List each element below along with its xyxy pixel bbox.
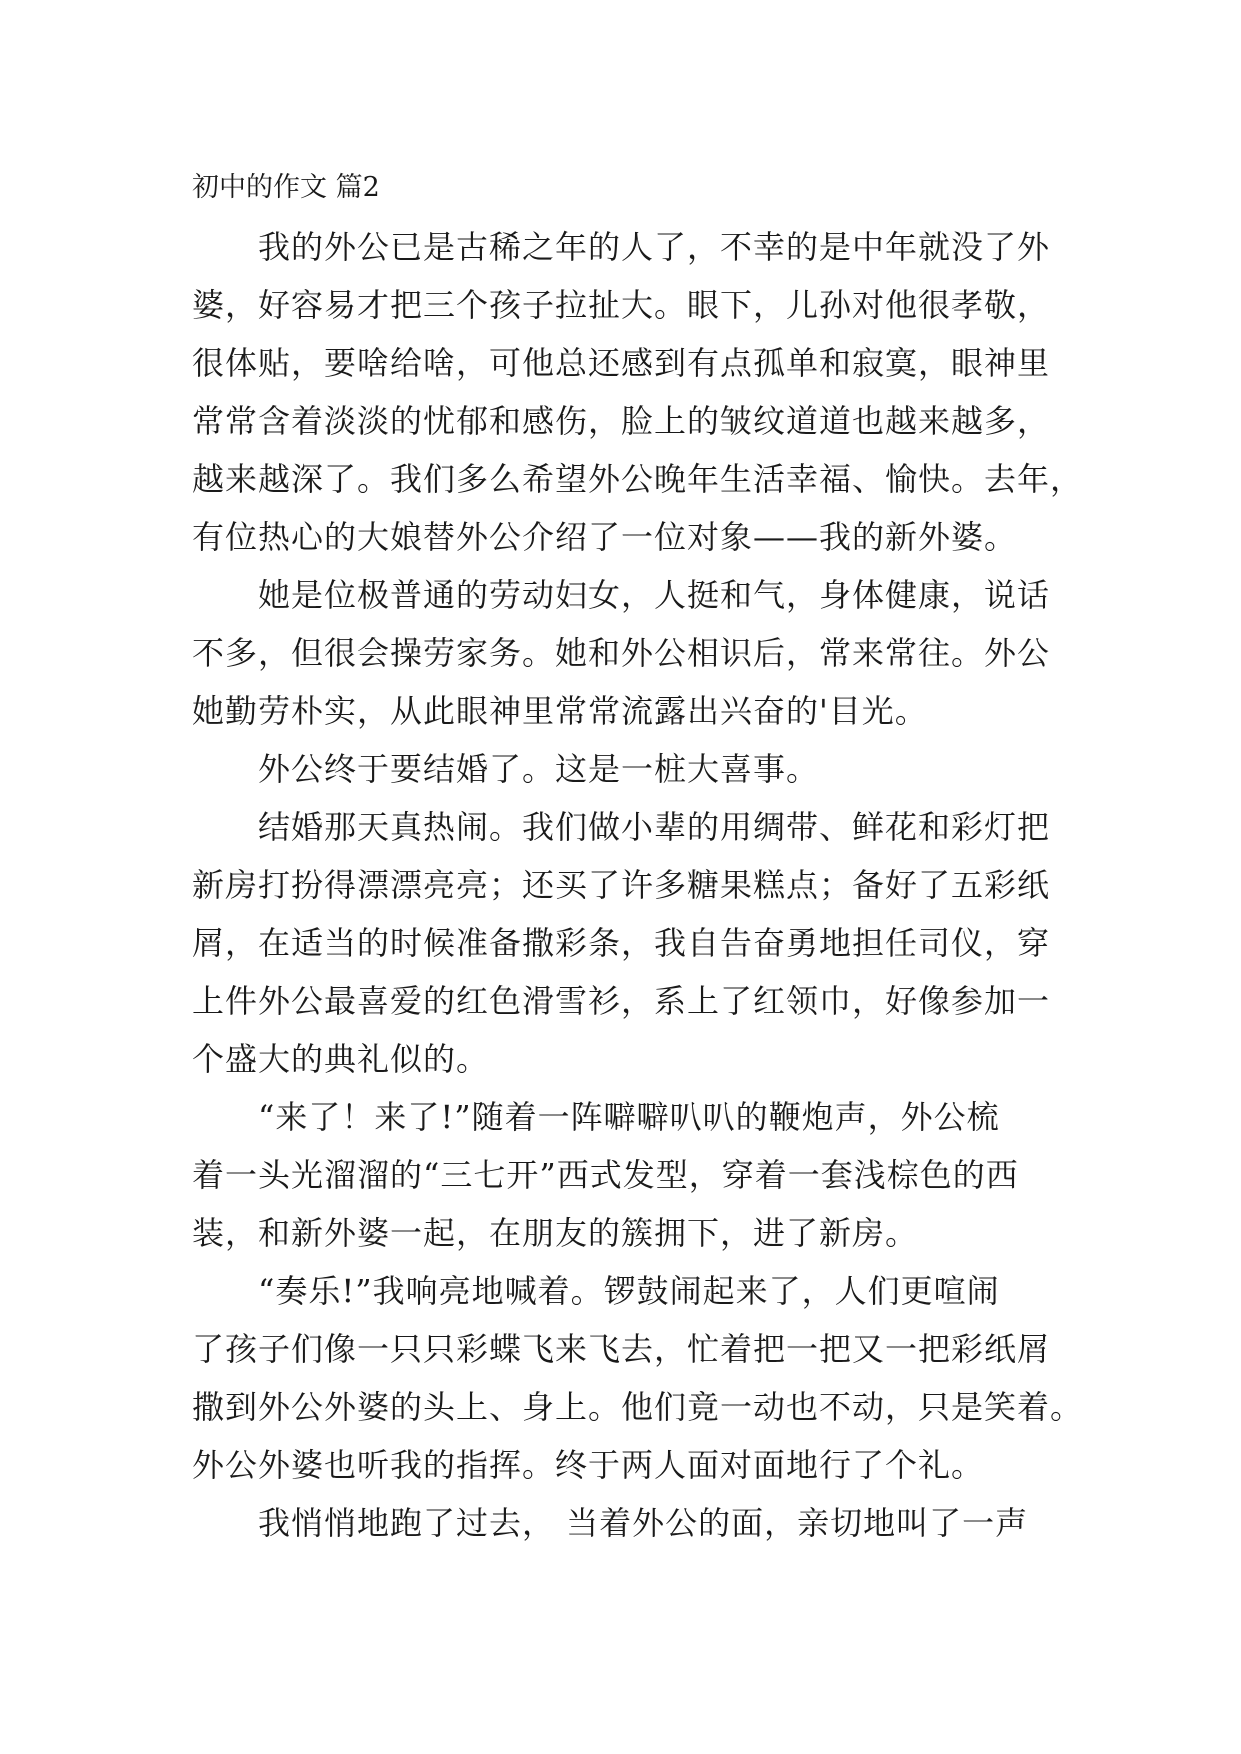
paragraph xyxy=(192,1494,1050,1552)
text-line: 上件外公最喜爱的红色滑雪衫，系上了红领巾，好像参加一 xyxy=(192,982,1051,1020)
text-line: 外公终于要结婚了。这是一桩大喜事。 xyxy=(258,750,820,788)
text-line: 了孩子们像一只只彩蝶飞来飞去，忙着把一把又一把彩纸屑 xyxy=(192,1330,1051,1368)
text-line: “奏乐!”我响亮地喊着。锣鼓闹起来了，人们更喧闹 xyxy=(258,1272,1000,1310)
text-line: 常常含着淡淡的忧郁和感伤，脸上的皱纹道道也越来越多， xyxy=(192,402,1051,440)
text-line: 不多，但很会操劳家务。她和外公相识后，常来常往。外公 xyxy=(192,634,1051,672)
text-line: 我的外公已是古稀之年的人了，不幸的是中年就没了外 xyxy=(258,228,1051,266)
text-line: 她勤劳朴实，从此眼神里常常流露出兴奋的'目光。 xyxy=(192,692,928,730)
text-line: 新房打扮得漂漂亮亮；还买了许多糖果糕点；备好了五彩纸 xyxy=(192,866,1051,904)
paragraph xyxy=(192,798,1050,1088)
text-line: 个盛大的典礼似的。 xyxy=(192,1040,490,1078)
paragraph xyxy=(192,1262,1084,1494)
paragraph xyxy=(192,1088,1050,1262)
text-line: 结婚那天真热闹。我们做小辈的用绸带、鲜花和彩灯把 xyxy=(258,808,1051,846)
text-line: 装，和新外婆一起，在朋友的簇拥下，进了新房。 xyxy=(192,1214,919,1252)
text-line: 婆，好容易才把三个孩子拉扯大。眼下，儿孙对他很孝敬， xyxy=(192,286,1051,324)
text-line: 越来越深了。我们多么希望外公晚年生活幸福、愉快。去年， xyxy=(192,460,1084,498)
text-line: 着一头光溜溜的“三七开”西式发型，穿着一套浅棕色的西 xyxy=(192,1156,1019,1194)
text-line: 很体贴，要啥给啥，可他总还感到有点孤单和寂寞，眼神里 xyxy=(192,344,1051,382)
text-line: “来了！来了!”随着一阵噼噼叭叭的鞭炮声，外公梳 xyxy=(258,1098,1000,1136)
document-body xyxy=(192,218,1084,1552)
text-line: 撒到外公外婆的头上、身上。他们竟一动也不动，只是笑着。 xyxy=(192,1388,1084,1426)
text-line: 外公外婆也听我的指挥。终于两人面对面地行了个礼。 xyxy=(192,1446,985,1484)
document-title: 初中的作文 篇2 xyxy=(192,172,380,203)
text-line: 她是位极普通的劳动妇女，人挺和气，身体健康，说话 xyxy=(258,576,1051,614)
paragraph xyxy=(192,218,1084,566)
text-line: 屑，在适当的时候准备撒彩条，我自告奋勇地担任司仪，穿 xyxy=(192,924,1051,962)
paragraph xyxy=(192,566,1050,740)
text-line: 有位热心的大娘替外公介绍了一位对象——我的新外婆。 xyxy=(192,518,1018,556)
text-line: 我悄悄地跑了过去， 当着外公的面，亲切地叫了一声 xyxy=(258,1504,1029,1542)
paragraph xyxy=(192,740,1050,798)
document-page xyxy=(192,160,1084,1552)
